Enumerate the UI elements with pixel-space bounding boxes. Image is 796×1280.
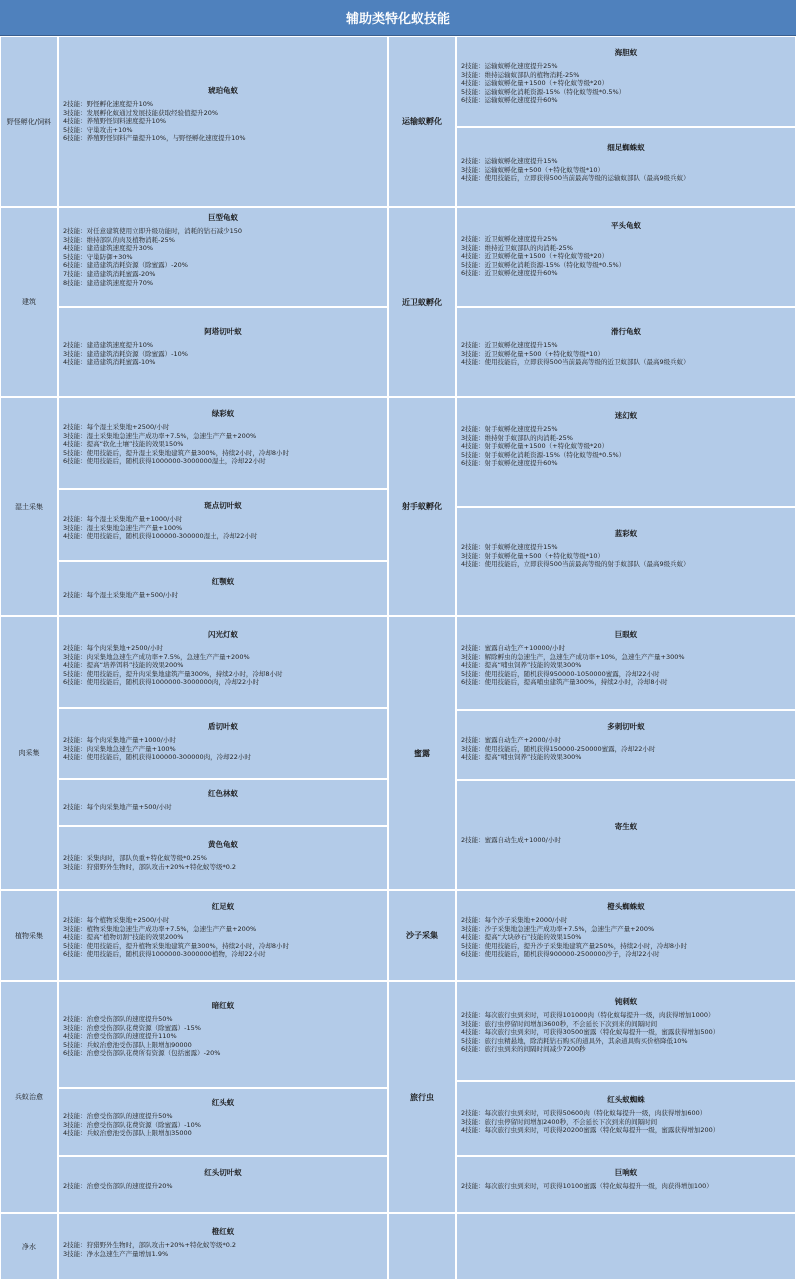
ant-name: 蓝彩蚁 <box>614 529 638 538</box>
ant-name: 红头蚁蜘蛛 <box>607 1095 645 1104</box>
skill-line: 3技能：使用技能后，随机获得150000-250000蜜露，冷却22小时 <box>461 744 656 753</box>
skill-line: 3技能：维持射手蚁部队的肉消耗-25% <box>461 433 573 442</box>
page-title: 辅助类特化蚁技能 <box>0 0 796 36</box>
skill-line: 2技能：建造建筑速度提升10% <box>63 341 154 349</box>
skill-line: 3技能：旅行虫停留时间增加2400秒，不会延长下次到来的间隔时间 <box>461 1117 658 1126</box>
skill-line: 2技能：对任意建筑使用立即升级功能时，消耗的钻石减少150 <box>63 227 243 235</box>
category-guard: 近卫蚁孵化 <box>388 207 456 397</box>
skill-line: 6技能：运输蚁孵化速度提升60% <box>461 96 558 105</box>
ant-name: 寄生蚁 <box>614 822 638 831</box>
skill-line: 5技能：近卫蚁孵化消耗资源-15%（特化蚁等级*0.5%） <box>461 260 626 269</box>
skill-line: 8技能：建造建筑速度提升70% <box>63 278 154 287</box>
category-honeydew: 蜜露 <box>388 616 456 890</box>
skill-line: 4技能：使用技能后，随机获得100000-300000湿土，冷却22小时 <box>63 532 258 541</box>
skill-line: 3技能：治愈受伤部队花费资源（除蜜露）-15% <box>63 1023 201 1032</box>
skill-line: 3技能：发展孵化蚁通过发展技能获取经验值提升20% <box>63 108 219 117</box>
skill-line: 2技能：每个湿土采集地产量+500/小时 <box>63 591 179 599</box>
skill-line: 3技能：解除孵虫的急速生产，急速生产成功率+10%，急速生产产量+300% <box>461 652 685 661</box>
ant-name: 巨眼蚁 <box>614 630 638 639</box>
skill-cell <box>58 561 388 616</box>
skill-line: 3技能：射手蚁孵化量+500（+特化蚁等级*10） <box>461 551 604 560</box>
skill-line: 6技能：建造建筑消耗资源（除蜜露）-20% <box>63 261 188 270</box>
skill-line: 3技能：近卫蚁孵化量+500（+特化蚁等级*10） <box>461 349 604 358</box>
skill-line: 6技能：使用技能后，提高哺虫建筑产量300%，持续2小时，冷却8小时 <box>461 678 668 687</box>
skill-cell <box>58 779 388 826</box>
skill-line: 3技能：维持近卫蚁部队的肉消耗-25% <box>461 243 573 252</box>
skill-cell <box>58 489 388 561</box>
skill-line: 5技能：旅行虫精悬地，除消耗钻石购买的道具外，其余道具购买价格降低10% <box>461 1036 688 1045</box>
skill-cell <box>58 826 388 890</box>
skill-line: 4技能：射手蚁孵化量+1500（+特化蚁等级*20） <box>461 442 609 451</box>
skill-cell <box>456 780 796 890</box>
skill-line: 6技能：旅行虫到来的间隔时间减少7200秒 <box>461 1045 586 1054</box>
skill-line: 4技能：建造建筑消耗蜜露-10% <box>63 358 156 367</box>
skill-line: 3技能：净水急速生产产量增加1.9% <box>63 1249 169 1258</box>
skill-cell <box>58 307 388 397</box>
ant-name: 橙红蚁 <box>211 1227 235 1236</box>
skill-cell <box>456 616 796 710</box>
skill-line: 3技能：植物采集地急速生产成功率+7.5%，急速生产产量+200% <box>63 924 257 933</box>
skill-line: 4技能：运输蚁孵化量+1500（+特化蚁等级*20） <box>461 79 609 88</box>
skill-line: 3技能：维持运输蚁部队的植物消耗-25% <box>461 70 580 79</box>
category-heal: 兵蚁治愈 <box>0 981 58 1213</box>
category-traveler: 旅行虫 <box>388 981 456 1213</box>
ant-name: 海胆蚁 <box>614 48 638 57</box>
category-sand: 沙子采集 <box>388 890 456 981</box>
skill-line: 2技能：治愈受伤部队的速度提升50% <box>63 1015 173 1023</box>
skill-line: 4技能：养殖野怪饲料速度提升10% <box>63 117 167 126</box>
skill-cell <box>58 890 388 981</box>
skill-line: 5技能：使用技能后，提升植物采集地建筑产量300%，持续2小时，冷却8小时 <box>63 941 289 950</box>
skill-line: 2技能：蜜露自动生成+1000/小时 <box>461 836 561 844</box>
category-plant: 植物采集 <box>0 890 58 981</box>
skill-line: 4技能：提高“植物切割”技能的效果200% <box>63 933 184 942</box>
skill-line: 4技能：提高“哺虫饲养”技能的效果300% <box>461 753 582 762</box>
ant-name: 滑行龟蚁 <box>611 327 641 336</box>
skill-line: 6技能：养殖野怪饲料产量提升10%，与野怪孵化速度提升10% <box>63 134 246 143</box>
ant-name: 多刺切叶蚁 <box>607 722 645 731</box>
skill-line: 5技能：使用技能后，提升肉采集地建筑产量300%，持续2小时，冷却8小时 <box>63 669 283 678</box>
skill-line: 3技能：运输蚁孵化量+500（+特化蚁等级*10） <box>461 165 604 174</box>
skill-line: 2技能：狩猎野外生物时，部队攻击+20%+特化蚁等级*0.2 <box>63 1241 237 1249</box>
skill-line: 2技能：采集肉时，部队负重+特化蚁等级*0.25% <box>63 854 207 862</box>
skill-line: 4技能：使用技能后，立即获得500当前最高等级的射手蚁部队（最高9级兵蚁） <box>461 560 690 569</box>
skill-line: 5技能：守巢防御+30% <box>63 252 133 261</box>
ant-name: 巨型龟蚁 <box>208 213 238 222</box>
skill-line: 2技能：野怪孵化速度提升10% <box>63 100 154 108</box>
skill-line: 5技能：使用技能后，提升沙子采集地建筑产量250%，持续2小时，冷却8小时 <box>461 941 687 950</box>
skill-cell <box>456 36 796 127</box>
skill-cell <box>456 981 796 1081</box>
skill-cell <box>58 36 388 207</box>
ant-name: 巨响蚁 <box>614 1168 638 1177</box>
skill-line: 6技能：射手蚁孵化速度提升60% <box>461 459 558 468</box>
skill-line: 4技能：使用技能后，立即获得500当前最高等级的近卫蚁部队（最高9级兵蚁） <box>461 358 690 367</box>
category-build: 建筑 <box>0 207 58 397</box>
skill-line: 4技能：治愈受伤部队的速度提升110% <box>63 1032 177 1041</box>
ant-name: 红头切叶蚁 <box>204 1168 242 1177</box>
ant-name: 绿彩蚁 <box>211 409 235 418</box>
skill-cell <box>456 710 796 780</box>
empty-cell <box>456 1213 796 1280</box>
skill-line: 4技能：提高“哺虫饲养”技能的效果300% <box>461 661 582 670</box>
category-transport: 运输蚁孵化 <box>388 36 456 207</box>
skill-line: 2技能：射手蚁孵化速度提升15% <box>461 543 558 551</box>
skill-line: 4技能：提高“软化土壤”技能的效果150% <box>63 440 184 449</box>
skill-line: 2技能：每个湿土采集地产量+1000/小时 <box>63 515 183 523</box>
ant-name: 黄色龟蚁 <box>208 840 238 849</box>
skill-line: 6技能：使用技能后，随机获得1000000-3000000植物，冷却22小时 <box>63 950 266 959</box>
category-soil: 湿土采集 <box>0 397 58 616</box>
skill-line: 6技能：近卫蚁孵化速度提升60% <box>461 269 558 278</box>
ant-name: 斑点切叶蚁 <box>204 501 242 510</box>
skill-line: 5技能：运输蚁孵化消耗资源-15%（特化蚁等级*0.5%） <box>461 87 626 96</box>
ant-name: 琥珀龟蚁 <box>208 86 238 95</box>
ant-name: 红足蚁 <box>211 902 235 911</box>
empty-cell <box>388 1213 456 1280</box>
ant-name: 平头龟蚁 <box>611 221 641 230</box>
skill-line: 5技能：守巢攻击+10% <box>63 125 133 134</box>
skill-line: 2技能：每次旅行虫到来时，可获得101000肉（特化蚁每提升一级，肉获得增加1000） <box>461 1011 715 1019</box>
category-feed: 野怪孵化/饲料 <box>0 36 58 207</box>
ant-name: 钝刺蚁 <box>614 997 638 1006</box>
skill-line: 2技能：每个肉采集地产量+500/小时 <box>63 803 172 811</box>
skill-line: 3技能：湿土采集地急速生产成功率+7.5%，急速生产产量+200% <box>63 431 257 440</box>
skill-cell <box>456 127 796 207</box>
ant-name: 闪光灯蚁 <box>208 630 238 639</box>
skill-cell <box>456 890 796 981</box>
ant-name: 细足蜘蛛蚁 <box>607 143 645 152</box>
skill-line: 2技能：蜜露自动生产+2000/小时 <box>461 736 561 744</box>
skill-line: 2技能：射手蚁孵化速度提升25% <box>461 425 558 433</box>
skill-cell <box>456 397 796 507</box>
ant-name: 红色林蚁 <box>208 789 238 798</box>
skill-line: 3技能：湿土采集地急速生产产量+100% <box>63 523 183 532</box>
skill-line: 2技能：治愈受伤部队的速度提升50% <box>63 1112 173 1120</box>
skill-line: 4技能：使用技能后，随机获得100000-300000肉，冷却22小时 <box>63 753 251 762</box>
skill-line: 3技能：建造建筑消耗资源（除蜜露）-10% <box>63 349 188 358</box>
skill-cell <box>58 708 388 779</box>
ant-name: 阿塔切叶蚁 <box>204 327 242 336</box>
ant-name: 橙头蜘蛛蚁 <box>607 902 645 911</box>
skill-line: 2技能：每次旅行虫到来时，可获得50600肉（特化蚁每提升一级，肉获得增加600） <box>461 1109 707 1117</box>
skill-cell <box>456 207 796 307</box>
skill-cell <box>58 1088 388 1156</box>
skill-cell <box>58 397 388 489</box>
skill-line: 5技能：使用技能后，提升湿土采集地建筑产量300%，持续2小时，冷却8小时 <box>63 448 289 457</box>
skill-line: 2技能：每个植物采集地+2500/小时 <box>63 916 170 924</box>
skill-cell <box>58 207 388 307</box>
skill-line: 4技能：近卫蚁孵化量+1500（+特化蚁等级*20） <box>461 252 609 261</box>
skill-line: 6技能：使用技能后，随机获得1000000-3000000湿土，冷却22小时 <box>63 457 266 466</box>
skill-line: 3技能：沙子采集地急速生产成功率+7.5%，急速生产产量+200% <box>461 924 655 933</box>
skill-line: 2技能：每个肉采集地+2500/小时 <box>63 644 163 652</box>
skill-line: 2技能：每个沙子采集地+2000/小时 <box>461 916 568 924</box>
skill-line: 4技能：每次旅行虫到来时，可获得20200蜜露（特化蚁每提升一级，蜜露获得增加200） <box>461 1126 720 1135</box>
ant-name: 迷幻蚁 <box>614 411 638 420</box>
skill-line: 2技能：运输蚁孵化速度提升15% <box>461 157 558 165</box>
skill-line: 3技能：肉采集地急速生产产量+100% <box>63 744 176 753</box>
skill-line: 3技能：治愈受伤部队花费资源（除蜜露）-10% <box>63 1120 201 1129</box>
skill-line: 2技能：每个肉采集地产量+1000/小时 <box>63 736 176 744</box>
skill-line: 6技能：使用技能后，随机获得1000000-3000000肉，冷却22小时 <box>63 678 260 687</box>
ant-name: 暗红蚁 <box>211 1001 235 1010</box>
skill-cell <box>456 1156 796 1213</box>
skill-line: 5技能：兵蚁治愈池受伤部队上限增加90000 <box>63 1040 192 1049</box>
skill-line: 5技能：使用技能后，随机获得950000-1050000蜜露，冷却22小时 <box>461 669 660 678</box>
skill-line: 6技能：使用技能后，随机获得900000-2500000沙子，冷却22小时 <box>461 950 660 959</box>
ant-name: 盾切叶蚁 <box>208 722 238 731</box>
ant-name: 红颚蚁 <box>211 577 235 586</box>
skill-cell <box>58 1156 388 1213</box>
skill-line: 2技能：近卫蚁孵化速度提升15% <box>461 341 558 349</box>
skill-line: 2技能：运输蚁孵化速度提升25% <box>461 62 558 70</box>
skill-cell <box>456 307 796 397</box>
skill-cell <box>456 1081 796 1156</box>
skill-cell <box>456 507 796 616</box>
skill-line: 4技能：提高“培养饵料”技能的效果200% <box>63 661 184 670</box>
skill-line: 2技能：治愈受伤部队的速度提升20% <box>63 1182 173 1190</box>
skill-line: 4技能：提高“大块砂石”技能的效果150% <box>461 933 582 942</box>
skill-line: 6技能：治愈受伤部队花费所有资源（包括蜜露）-20% <box>63 1049 221 1058</box>
skill-line: 3技能：维持部队的肉及植物消耗-25% <box>63 235 175 244</box>
category-shooter: 射手蚁孵化 <box>388 397 456 616</box>
skill-line: 2技能：蜜露自动生产+10000/小时 <box>461 644 565 652</box>
skill-line: 4技能：兵蚁治愈池受伤部队上限增加35000 <box>63 1129 192 1138</box>
skill-cell <box>58 616 388 708</box>
skill-line: 7技能：建造建筑消耗蜜露-20% <box>63 269 156 278</box>
skill-line: 2技能：每个湿土采集地+2500/小时 <box>63 423 170 431</box>
skill-line: 4技能：每次旅行虫到来时，可获得30500蜜露（特化蚁每提升一级，蜜露获得增加500） <box>461 1028 720 1037</box>
skill-line: 5技能：射手蚁孵化消耗资源-15%（特化蚁等级*0.5%） <box>461 450 626 459</box>
skill-cell <box>58 981 388 1088</box>
skill-line: 3技能：狩猎野外生物时，部队攻击+20%+特化蚁等级*0.2 <box>63 862 237 871</box>
skill-line: 3技能：旅行虫停留时间增加3600秒，不会延长下次到来的间隔时间 <box>461 1019 658 1028</box>
category-purify: 净水 <box>0 1213 58 1280</box>
skill-line: 4技能：使用技能后，立即获得500当前最高等级的运输蚁部队（最高9级兵蚁） <box>461 174 690 183</box>
skill-line: 3技能：肉采集地急速生产成功率+7.5%，急速生产产量+200% <box>63 652 250 661</box>
category-meat: 肉采集 <box>0 616 58 890</box>
skill-cell <box>58 1213 388 1280</box>
ant-name: 红头蚁 <box>211 1098 235 1107</box>
skill-line: 4技能：建造建筑速度提升30% <box>63 244 154 253</box>
skill-line: 2技能：每次旅行虫到来时，可获得10100蜜露（特化蚁每提升一级，肉获得增加100） <box>461 1182 713 1190</box>
skill-line: 2技能：近卫蚁孵化速度提升25% <box>461 235 558 243</box>
